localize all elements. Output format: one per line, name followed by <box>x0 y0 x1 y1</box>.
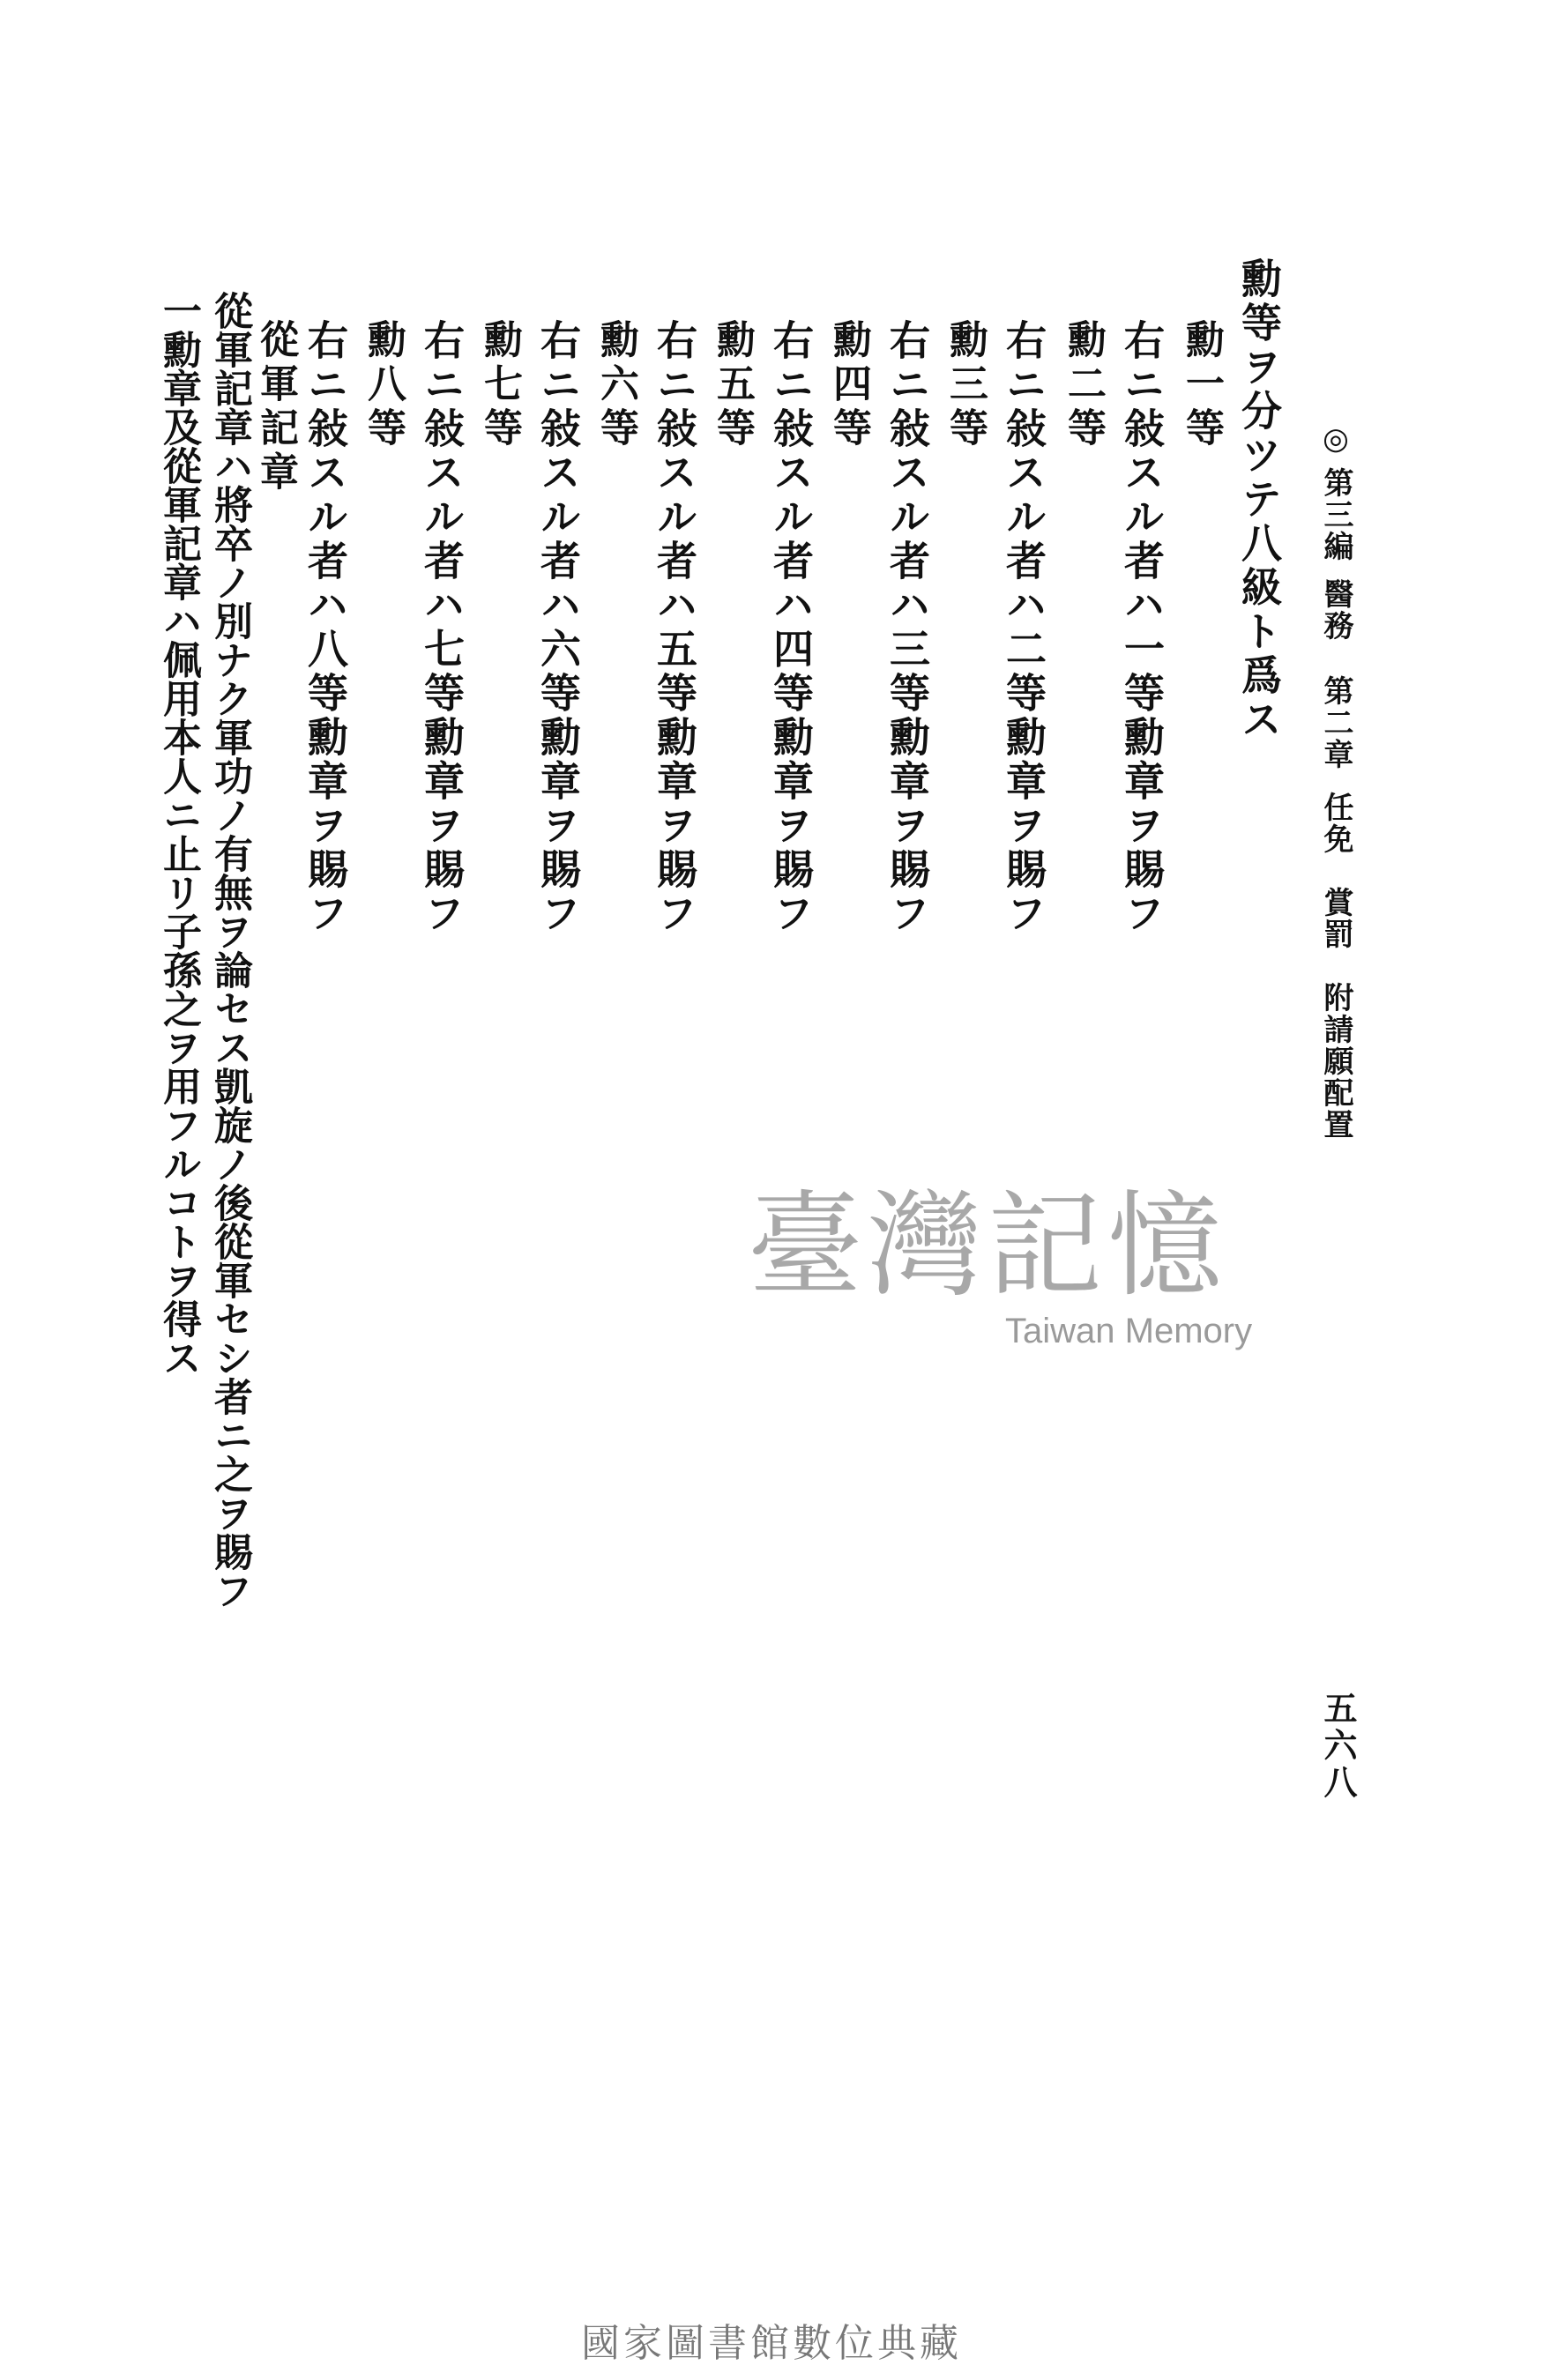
running-head-chapter: 第二章 <box>1318 675 1353 770</box>
running-head-topic-petition: 附請願配置 <box>1318 982 1353 1141</box>
running-head-mark: ◎ <box>1318 421 1353 458</box>
heading-column: 勳八等 <box>361 319 406 451</box>
text-column: 右ニ敍スル者ハ五等勳章ヲ賜フ <box>651 319 698 936</box>
text-column: 右ニ敍スル者ハ六等勳章ヲ賜フ <box>534 319 582 936</box>
text-column: 右ニ敍スル者ハ三等勳章ヲ賜フ <box>883 319 931 936</box>
heading-column: 勳二等 <box>1061 319 1106 451</box>
text-column: 右ニ敍スル者ハ一等勳章ヲ賜フ <box>1118 319 1166 936</box>
heading-column: 勳四等 <box>826 319 871 451</box>
running-head-topic-rewards: 賞罰 <box>1318 887 1353 950</box>
text-column: 從軍記章ハ將卒ノ別ナク軍功ノ有無ヲ論セス凱旋ノ後從軍セシ者ニ之ヲ賜フ <box>207 291 252 1610</box>
heading-column: 勳三等 <box>943 319 988 451</box>
heading-column: 勳一等 <box>1179 319 1224 451</box>
text-column: 右ニ敍スル者ハ七等勳章ヲ賜フ <box>418 319 466 936</box>
text-column: 右ニ敍スル者ハ四等勳章ヲ賜フ <box>767 319 815 936</box>
heading-column: 勳五等 <box>710 319 755 451</box>
running-head-part: 第三編 <box>1318 467 1353 562</box>
text-column: 右ニ敍スル者ハ八等勳章ヲ賜フ <box>302 319 349 936</box>
running-head-topic-appointment: 任免 <box>1318 792 1353 855</box>
heading-column: 從軍記章 <box>253 319 298 495</box>
watermark-caption: Taiwan Memory <box>1005 1312 1253 1350</box>
archive-footer: 國家圖書館數位典藏 <box>581 2321 962 2366</box>
text-column: 勳等ヲ分ツテ八級ト爲ス <box>1235 257 1283 742</box>
running-head-section: 醫務 <box>1318 578 1353 642</box>
watermark-logo: 臺灣記憶 <box>748 1179 1228 1313</box>
heading-column: 勳六等 <box>593 319 638 451</box>
page-number: 五六八 <box>1318 1691 1358 1802</box>
text-column: 一勳章及從軍記章ハ佩用本人ニ止リ子孫之ヲ用フルコトヲ得ス <box>156 291 201 1377</box>
running-head <box>1318 421 1360 1162</box>
heading-column: 勳七等 <box>477 319 522 451</box>
text-column: 右ニ敍スル者ハ二等勳章ヲ賜フ <box>1000 319 1047 936</box>
